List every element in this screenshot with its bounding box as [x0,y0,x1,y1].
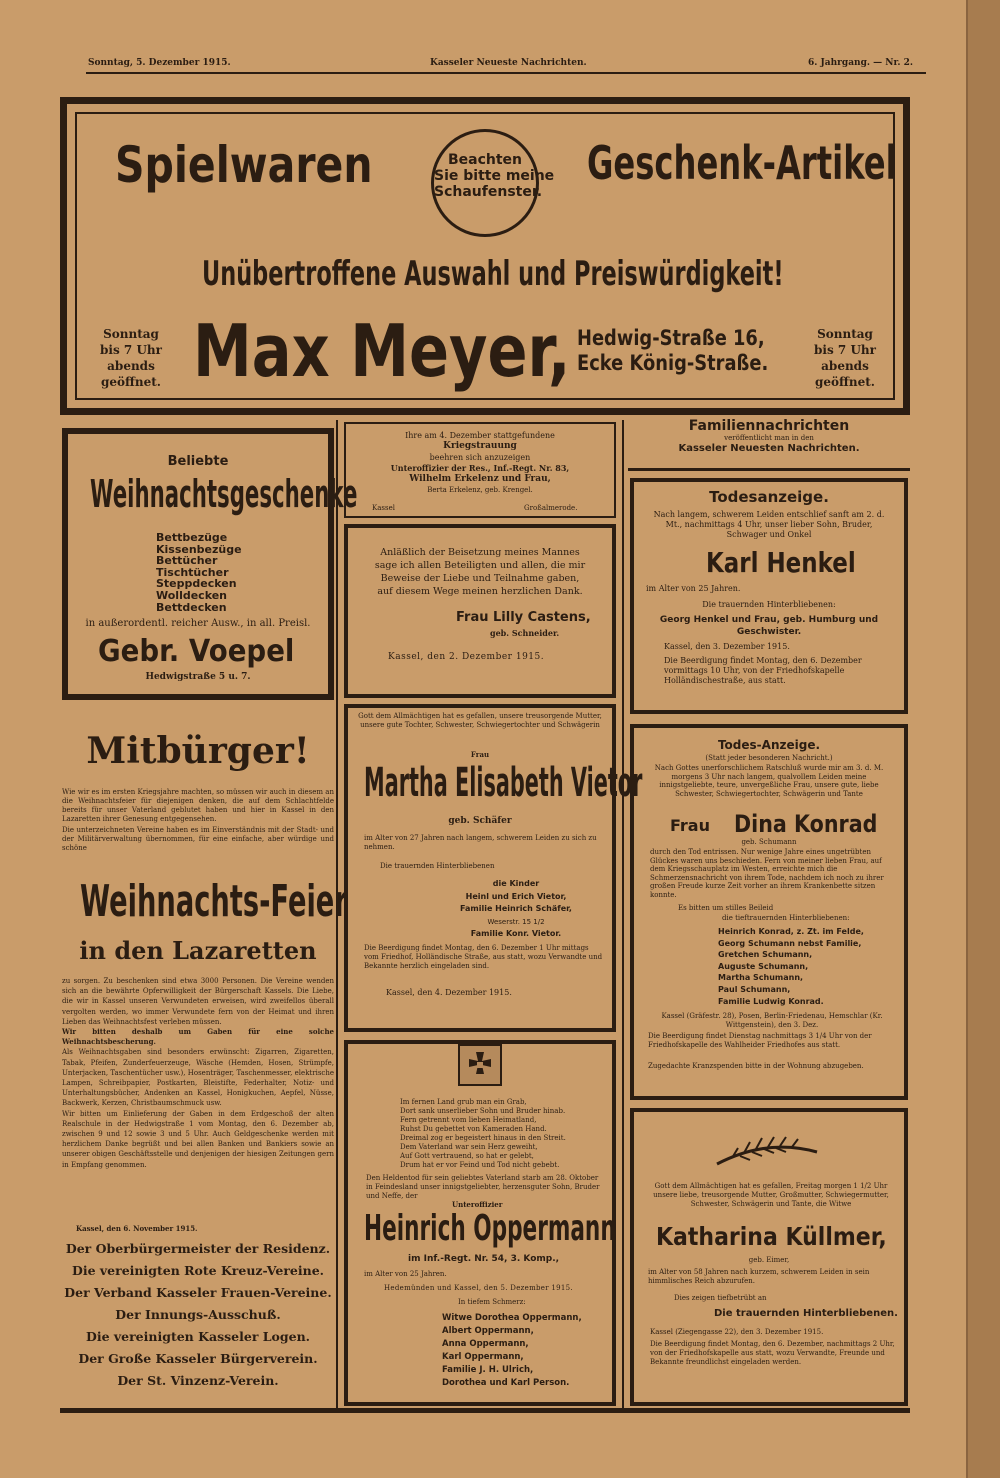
vietor-frau: Frau [470,750,490,759]
poem-line: Dort sank unserlieber Sohn und Bruder hinab. [400,1107,566,1115]
bottom-rule [60,1408,910,1413]
konrad-born: geb. Schumann [741,838,797,846]
palm-branch-icon [712,1132,822,1172]
mitbuerger-feier: Weihnachts-Feier [80,876,348,927]
voepel-title: Weihnachtsgeschenke [90,472,358,516]
signer: Der Innungs-Ausschuß. [115,1307,281,1322]
konrad-title: Todes-Anzeige. [717,738,821,752]
voepel-item: Steppdecken [156,577,237,591]
voepel-item: Bettdecken [156,600,227,614]
mitbuerger-p2: Die unterzeichneten Vereine haben es im Einverständnis mit der Stadt- und der Militärverwaltung übernommen, für eine einfache, aber würdige und schöne [62,826,334,852]
familie-title: Familiennachrichten [688,418,850,434]
circle-line-1: Beachten [447,152,523,168]
poem-line: Auf Gott vertrauend, so hat er gelebt, [400,1152,534,1160]
vietor-date: Kassel, den 4. Dezember 1915. [386,988,512,997]
konrad-member: Martha Schumann, [718,973,804,983]
ad-circle [431,129,555,237]
ad-max-meyer-name: Max Meyer, [193,309,571,393]
vietor-born: geb. Schäfer [448,816,512,826]
notice-castens [344,524,616,698]
wedding-l1: Ihre am 4. Dezember stattgefundene [405,431,555,440]
opening-right-3: geöffnet. [815,375,875,389]
wedding-right: Großalmerode. [524,504,578,512]
voepel-address: Hedwigstraße 5 u. 7. [145,672,251,682]
signer: Der St. Vinzenz-Verein. [117,1373,279,1388]
voepel-name: Gebr. Voepel [98,634,295,669]
voepel-item: Tischtücher [156,565,229,579]
notice-konrad [630,724,908,1100]
vietor-mourn: Die trauernden Hinterbliebenen [380,862,495,870]
kuellmer-funeral: Die Beerdigung findet Montag, den 6. Dezember, nachmittags 2 Uhr, von der Friedhofskapelle aus statt, wozu Verwandte, Freunde und Bekannte freundlichst eingeladen werden. [650,1340,895,1366]
notice-kuellmer [630,1108,908,1406]
castens-date: Kassel, den 2. Dezember 1915. [388,652,545,662]
kuellmer-born: geb. Eimer, [748,1256,790,1264]
wedding-l2: Kriegstrauung [443,441,517,451]
opening-left-3: geöffnet. [101,375,161,389]
opening-left-2: bis 7 Uhr abends [100,343,162,373]
oppermann-member: Karl Oppermann, [442,1352,524,1362]
voepel-item: Kissenbezüge [156,542,242,556]
ad-slogan: Unübertroffene Auswahl und Preiswürdigkeit! [202,254,784,294]
signer: Der Große Kasseler Bürgerverein. [78,1351,318,1366]
poem-line: Dem Vaterland war sein Herz geweiht, [400,1143,538,1151]
circle-line-2: Sie bitte meine [434,168,555,184]
konrad-name: Dina Konrad [734,810,878,838]
castens-name: Frau Lilly Castens, [456,610,591,625]
konrad-member: Gretchen Schumann, [718,950,813,960]
oppermann-text: Den Heldentod für sein geliebtes Vaterland starb am 28. Oktober in Feindesland unser innigstgeliebter, herzensguter Sohn, Bruder und Neffe, der [366,1174,600,1200]
vietor-list [448,878,584,941]
wedding-text [346,430,614,496]
mitbuerger-p3: zu sorgen. Zu beschenken sind etwa 3000 Personen. Die Vereine wenden sich an die bewährte Opferwilligkeit der Bürgerschaft Kassels. Die Liebe, die wir in Kassel unseren Verwundeten erweisen, wird zweifellos überall vergolten werden, wo immer Verwundete fern von der Heimat und ihren Lieben das Weihnachtsfest verleben müssen. [62,977,334,1026]
ad-address [577,326,768,376]
notice-vietor [344,704,643,1032]
mitbuerger-p1: Wie wir es im ersten Kriegsjahre machten, so müssen wir auch in diesem an die Weihnachtsfeier für diejenigen denken, die auf dem Schlachtfelde bereits für unser Vaterland geblutet haben und hier in Kassel in den Lazaretten ihrer Genesung entgegensehen. [62,788,334,823]
konrad-sub: (Statt jeder besonderen Nachricht.) [705,754,833,762]
konrad-member: Heinrich Konrad, z. Zt. im Felde, [718,927,864,936]
signer: Der Verband Kasseler Frauen-Vereine. [64,1285,332,1300]
familie-rule [628,468,910,471]
voepel-item: Bettücher [156,554,218,568]
poem-line: Ruhst Du gebettet von Kameraden Hand. [400,1125,547,1133]
kuellmer-text: Gott dem Allmächtigen hat es gefallen, Freitag morgen 1 1/2 Uhr unsere liebe, treusorgende Mutter, Großmutter, Schwiegermutter, Schwester, Schwägerin und Tante, die Witwe [653,1182,889,1208]
ad-geschenk-artikel: Geschenk-Artikel [587,136,897,190]
voepel-item: Wolldecken [156,588,228,602]
familie-paper: Kasseler Neuesten Nachrichten. [678,443,860,454]
konrad-member: Paul Schumann, [718,984,791,994]
poem-line: Im fernen Land grub man ein Grab, [400,1098,527,1106]
header-rule [86,72,926,74]
page-edge [966,0,1000,1478]
signer: Der Oberbürgermeister der Residenz. [65,1241,331,1256]
column-rule-2 [622,420,624,1410]
signer: Die vereinigten Kasseler Logen. [85,1329,311,1344]
henkel-mourn: Die trauernden Hinterbliebenen: [702,600,836,609]
vietor-member: Heinl und Erich Vietor, [465,891,567,901]
henkel-name: Karl Henkel [706,546,856,579]
wedding-left: Kassel [372,504,395,512]
oppermann-member: Familie J. H. Ulrich, [442,1365,534,1375]
familiennachrichten [628,418,910,466]
poem-line: Drum hat er vor Feind und Tod nicht gebebt. [400,1161,560,1169]
vietor-member: Weserstr. 15 1/2 [487,917,545,926]
vietor-member: Familie Konr. Vietor. [470,929,562,938]
kuellmer-mourn: Die trauernden Hinterbliebenen. [714,1308,898,1319]
vietor-intro: Gott dem Allmächtigen hat es gefallen, unsere treusorgende Mutter, unsere gute Tochter, Schwester, Schwiegertochter und Schwägerin [358,712,602,729]
oppermann-member: Albert Oppermann, [442,1326,534,1336]
oppermann-member: Witwe Dorothea Oppermann, [442,1313,582,1323]
signer: Die vereinigten Rote Kreuz-Vereine. [72,1263,324,1278]
header-date: Sonntag, 5. Dezember 1915. [88,58,231,68]
wedding-l3: beehren sich anzuzeigen [429,453,531,462]
wedding-l4: Unteroffizier der Res., Inf.-Regt. Nr. 83, [390,463,570,473]
henkel-text: Nach langem, schwerem Leiden entschlief sanft am 2. d. Mt., nachmittags 4 Uhr, unser lieber Sohn, Bruder, Schwager und Onkel [653,510,885,539]
notice-mitbuerger [62,706,348,1406]
vietor-funeral: Die Beerdigung findet Montag, den 6. Dezember 1 Uhr mittags vom Friedhof, Holländische Straße, aus statt, wozu Verwandte und Bekannte herzlich eingeladen sind. [364,944,603,970]
konrad-funeral: Die Beerdigung findet Dienstag nachmittags 3 1/4 Uhr von der Friedhofskapelle des Wahlheider Friedhofes aus statt. [648,1032,872,1049]
header-paper: Kasseler Neueste Nachrichten. [430,58,587,68]
ad-max-meyer [60,97,910,415]
konrad-wreath: Zugedachte Kranzspenden bitte in der Wohnung abzugeben. [648,1062,864,1070]
familie-sub: veröffentlicht man in den [724,434,814,442]
vietor-name: Martha Elisabeth Vietor [364,760,643,806]
oppermann-name: Heinrich Oppermann [364,1208,616,1249]
opening-left-1: Sonntag [103,327,159,341]
henkel-date: Kassel, den 3. Dezember 1915. [664,642,790,651]
ad-opening-right [797,326,893,390]
address-2: Ecke König-Straße. [577,351,769,375]
oppermann-member: Dorothea und Karl Person. [442,1378,570,1388]
vietor-member: die Kinder [492,879,540,888]
mitbuerger-lazarett: in den Lazaretten [79,936,317,965]
kuellmer-name: Katharina Küllmer, [656,1222,887,1251]
mitbuerger-text [62,788,334,853]
oppermann-rank: Unteroffizier [452,1200,503,1209]
henkel-funeral: Die Beerdigung findet Montag, den 6. Dezember vormittags 10 Uhr, von der Friedhofskapelle Holländischestraße, aus statt. [664,656,862,685]
vietor-age: im Alter von 27 Jahren nach langem, schwerem Leiden zu sich zu nehmen. [364,834,597,851]
voepel-note: in außerordentl. reicher Ausw., in all. Preisl. [85,618,311,629]
iron-cross-icon [458,1044,502,1086]
notice-henkel [630,478,908,714]
castens-text: Anläßlich der Beisetzung meines Mannes sage ich allen Beteiligten und allen, die mir Beweise der Liebe und Teilnahme gaben, auf diesem Wege meinen herzlichen Dank. [374,547,586,597]
mitbuerger-signers [62,1238,334,1392]
konrad-text2: durch den Tod entrissen. Nur wenige Jahre eines ungetrübten Glückes waren uns beschieden. Fern von meiner lieben Frau, auf dem Kriegsschauplatz im Westen, erreichte mich die Schmerzensnachricht von ihrem Tode, nachdem ich noch zu ihrer großen Freude kurze Zeit vorher an ihrem Krankenbette sitzen konnte. [650,848,884,899]
konrad-member: Georg Schumann nebst Familie, [718,938,862,948]
voepel-item: Bettbezüge [156,531,228,544]
mitbuerger-date: Kassel, den 6. November 1915. [76,1224,198,1233]
henkel-age: im Alter von 25 Jahren. [646,584,741,593]
kuellmer-date: Kassel (Ziegengasse 22), den 3. Dezember 1915. [650,1328,824,1336]
opening-right-2: bis 7 Uhr abends [814,343,876,373]
castens-born: geb. Schneider. [490,628,560,638]
konrad-frau: Frau [670,816,710,835]
konrad-member: Auguste Schumann, [718,961,809,971]
notice-wedding [344,422,616,518]
konrad-ask: Es bitten um stilles Beileid [678,904,774,912]
mitbuerger-body [62,976,334,1170]
oppermann-age: im Alter von 25 Jahren. [364,1270,447,1278]
konrad-text: Nach Gottes unerforschlichem Ratschluß wurde mir am 3. d. M. morgens 3 Uhr nach langem, qualvollem Leiden meine innigstgeliebte, teure, unvergeßliche Frau, unsere gute, liebe Schwester, Schwiegertochter, Schwägerin und Tante [654,764,884,798]
voepel-kicker: Beliebte [167,454,229,469]
konrad-list [718,926,864,1007]
oppermann-unit: im Inf.-Regt. Nr. 54, 3. Komp., [408,1254,560,1264]
circle-line-3: Schaufenster. [434,184,543,200]
konrad-place: Kassel (Gräfestr. 28), Posen, Berlin-Friedenau, Hemschlar (Kr. Wittgenstein), den 3. Dez. [661,1012,883,1029]
oppermann-list [442,1312,582,1390]
address-1: Hedwig-Straße 16, [577,326,765,350]
wedding-l5: Wilhelm Erkelenz und Frau, [409,474,551,484]
oppermann-poem [400,1098,610,1170]
mitbuerger-title: Mitbürger! [86,730,310,772]
konrad-mourn: die tieftrauernden Hinterbliebenen: [722,914,850,922]
poem-line: Fern getrennt vom lieben Heimatland, [400,1116,537,1124]
oppermann-mourn: In tiefem Schmerz: [458,1298,526,1306]
mitbuerger-p4: Wir bitten deshalb um Gaben für eine solche Weihnachtsbescherung. [62,1027,334,1047]
header-issue: 6. Jahrgang. — Nr. 2. [808,58,914,68]
konrad-member: Familie Ludwig Konrad. [718,996,824,1006]
mitbuerger-p5: Als Weihnachtsgaben sind besonders erwünscht: Zigarren, Zigaretten, Tabak, Pfeifen, Zunderfeuerzeuge, Wäsche (Hemden, Hosen, Strümpfe, Unterjacken, Taschentücher usw.), Hosenträger, Taschenmesser, elektrische Lampen, Schreibpapier, Postkarten, Bleistifte, Federhalter, Notiz- und Unterhaltungsbücher, Andenken an Kassel, Honigkuchen, Aepfel, Nüsse, Backwerk, Kerzen, Christbaumschmuck usw. [62,1048,334,1108]
notice-oppermann [344,1040,616,1406]
ad-voepel [62,428,358,700]
henkel-family: Georg Henkel und Frau, geb. Humburg und Geschwister. [659,615,879,637]
opening-right-1: Sonntag [817,327,873,341]
voepel-items [156,532,242,613]
wedding-l6: Berta Erkelenz, geb. Krengel. [427,486,533,494]
vietor-member: Familie Heinrich Schäfer, [460,904,572,913]
kuellmer-note: Dies zeigen tiefbetrübt an [674,1294,767,1302]
ad-opening-left [81,326,181,390]
mitbuerger-p6: Wir bitten um Einlieferung der Gaben in dem Erdgeschoß der alten Realschule in der Hedwigstraße 1 vom Montag, den 6. Dezember ab, zwischen 9 und 12 sowie 3 und 5 Uhr. Auch Geldgeschenke werden mit herzlichem Danke begrüßt und bei allen Banken und Bankiers sowie an unserer obigen Geschäftsstelle und denjenigen der hiesigen Zeitungen gern in Empfang genommen. [62,1109,334,1169]
kuellmer-age: im Alter von 58 Jahren nach kurzem, schwerem Leiden in sein himmlisches Reich abzurufen. [648,1268,870,1285]
oppermann-date: Hedemünden und Kassel, den 5. Dezember 1915. [384,1284,573,1292]
henkel-title: Todesanzeige. [709,488,829,506]
ad-spielwaren: Spielwaren [115,136,373,194]
poem-line: Dreimal zog er begeistert hinaus in den Streit. [400,1134,566,1142]
oppermann-member: Anna Oppermann, [442,1339,529,1349]
